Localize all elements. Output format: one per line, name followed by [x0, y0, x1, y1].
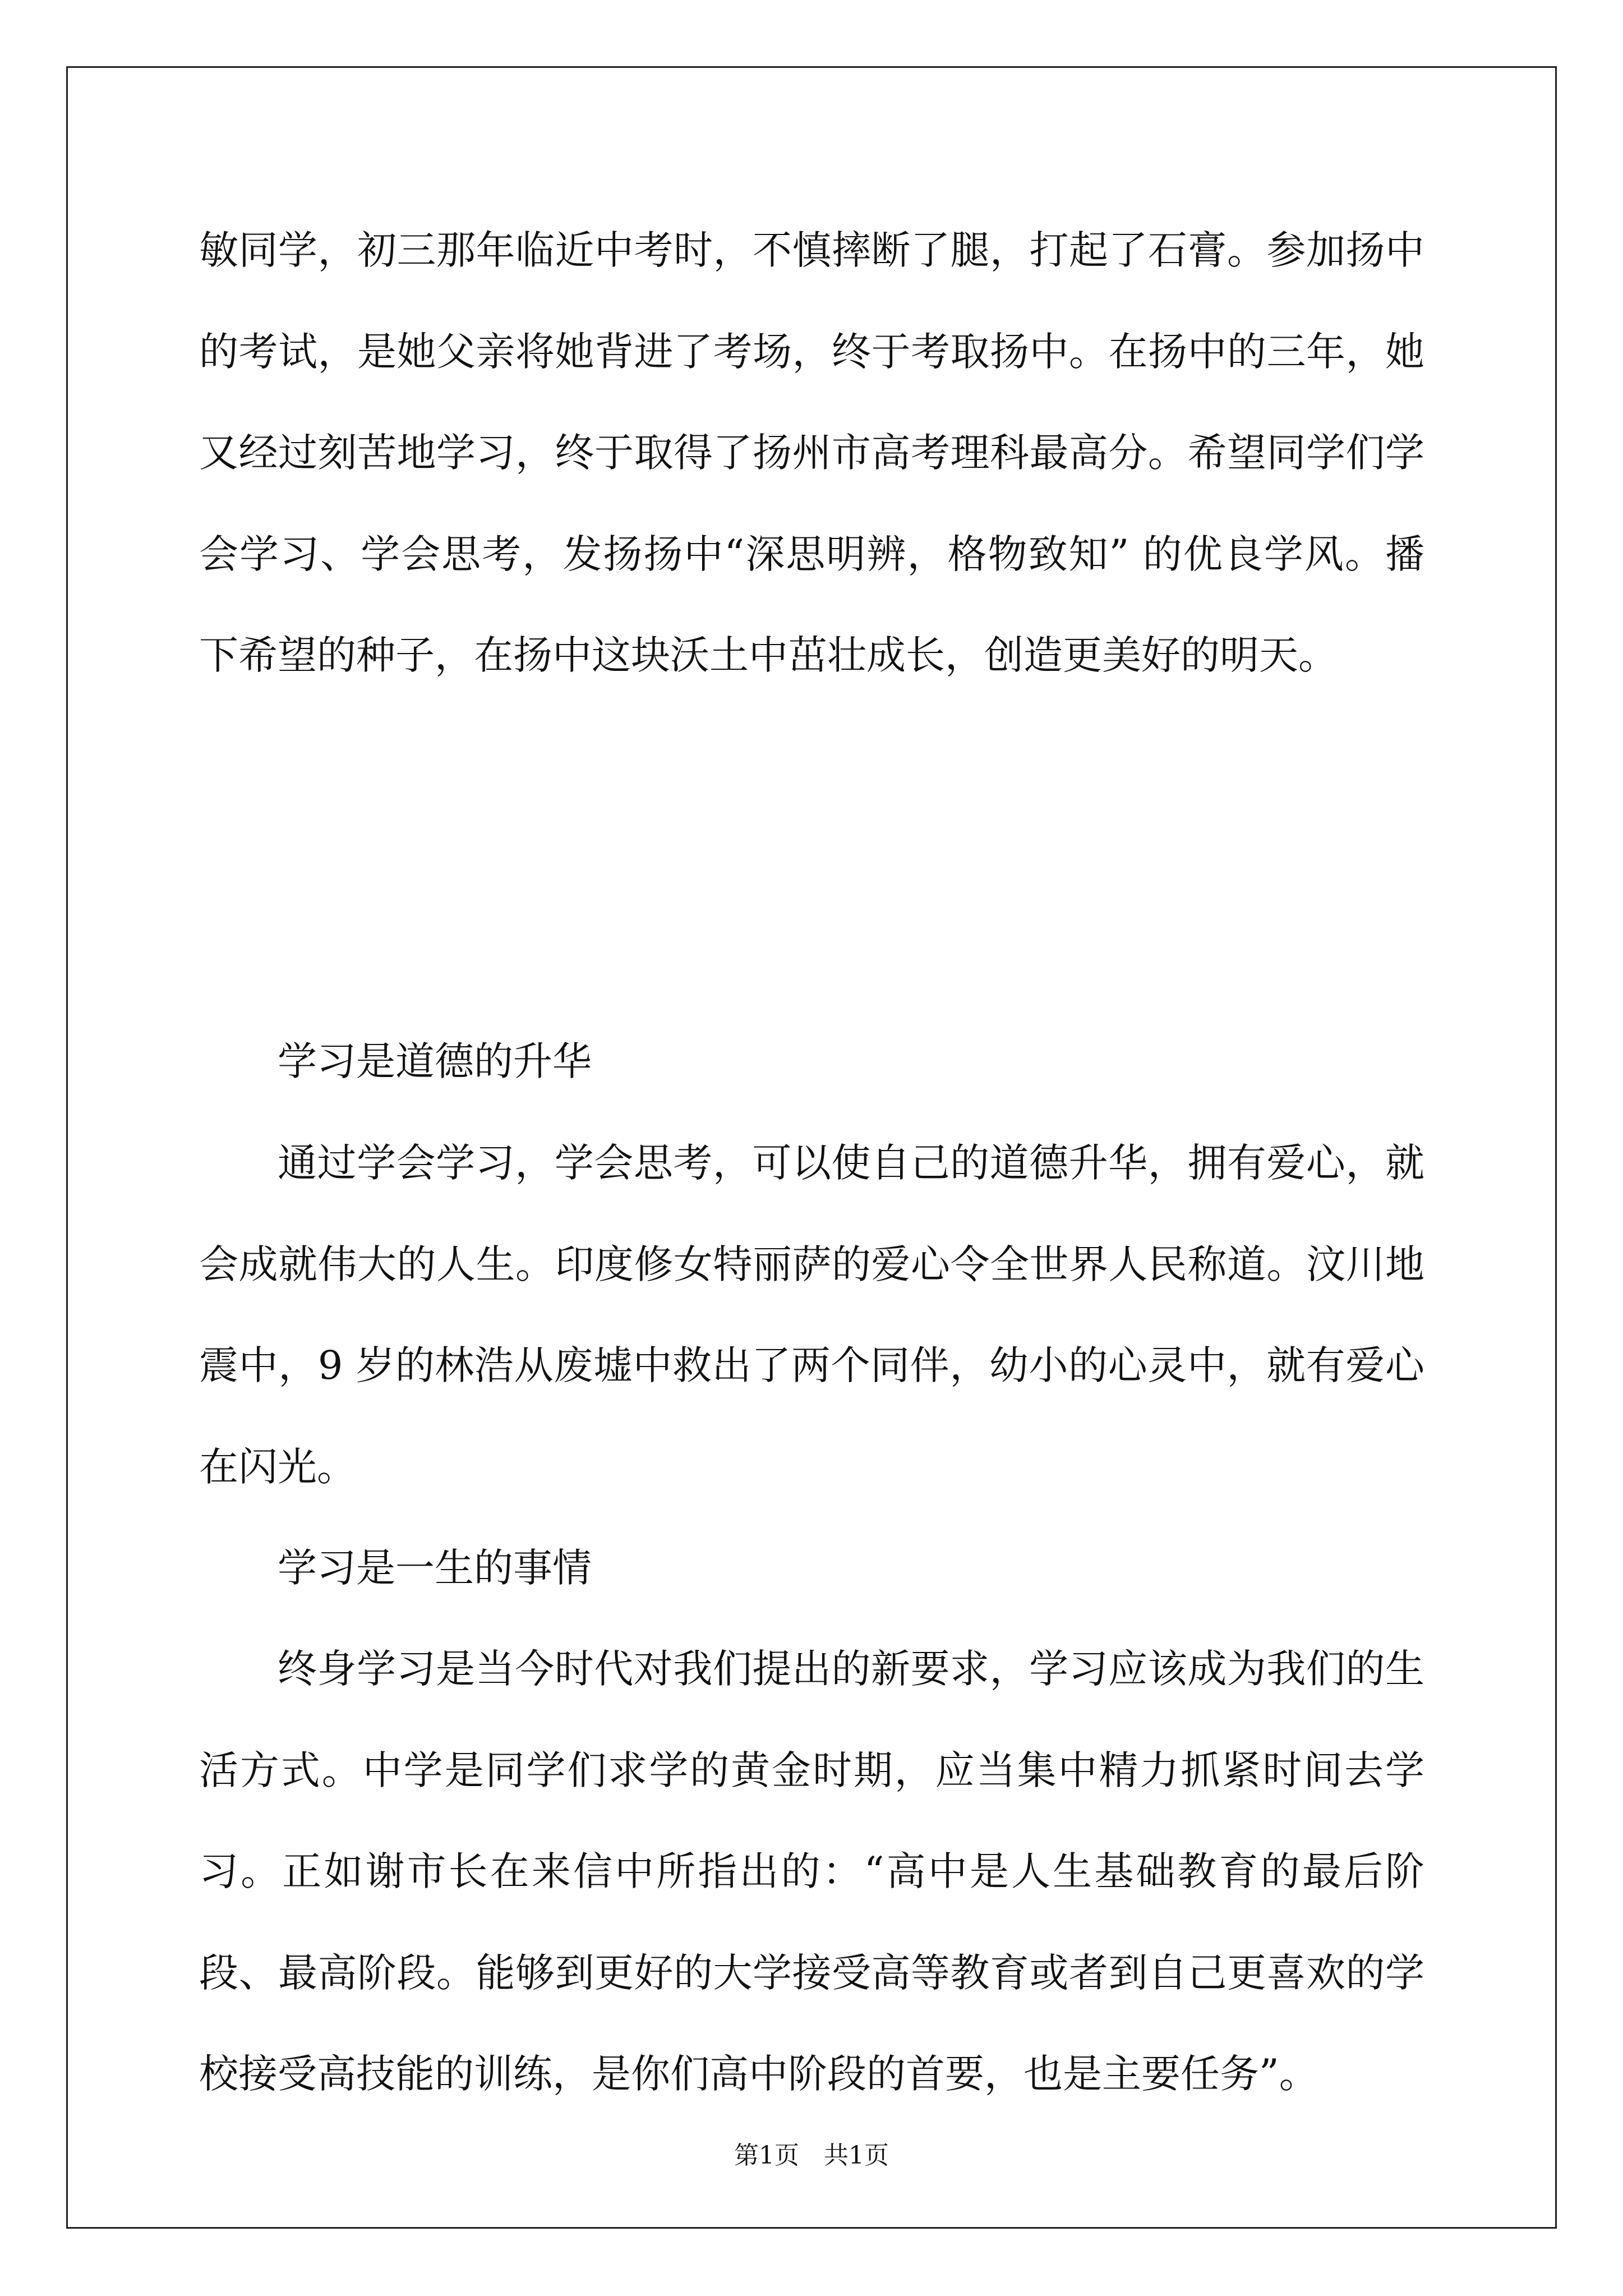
page-footer: 第1页 共1页 — [734, 2141, 889, 2170]
paragraph-2: 通过学会学习，学会思考，可以使自己的道德升华，拥有爱心，就会成就伟大的人生。印度修女特丽萨的爱心令全世界人民称道。汶川地震中，9 岁的林浩从废墟中救出了两个同伴，幼小的心灵中，就有爱心在闪光。 — [199, 1140, 1424, 1490]
section-heading-1: 学习是道德的升华 — [278, 1038, 592, 1084]
paragraph-3: 终身学习是当今时代对我们提出的新要求，学习应该成为我们的生活方式。中学是同学们求学的黄金时期，应当集中精力抓紧时间去学习。正如谢市长在来信中所指出的：“高中是人生基础教育的最后阶段、最高阶段。能够到更好的大学接受高等教育或者到自己更喜欢的学校接受高技能的训练，是你们高中阶段的首要，也是主要任务”。 — [199, 1646, 1424, 2097]
paragraph-1: 敏同学，初三那年临近中考时，不慎摔断了腿，打起了石膏。参加扬中的考试，是她父亲将她背进了考场，终于考取扬中。在扬中的三年，她又经过刻苦地学习，终于取得了扬州市高考理科最高分。希望同学们学会学习、学会思考，发扬扬中“深思明辨，格物致知” 的优良学风。播下希望的种子，在扬中这块沃土中茁壮成长，创造更美好的明天。 — [199, 227, 1424, 678]
section-heading-2: 学习是一生的事情 — [278, 1545, 592, 1591]
